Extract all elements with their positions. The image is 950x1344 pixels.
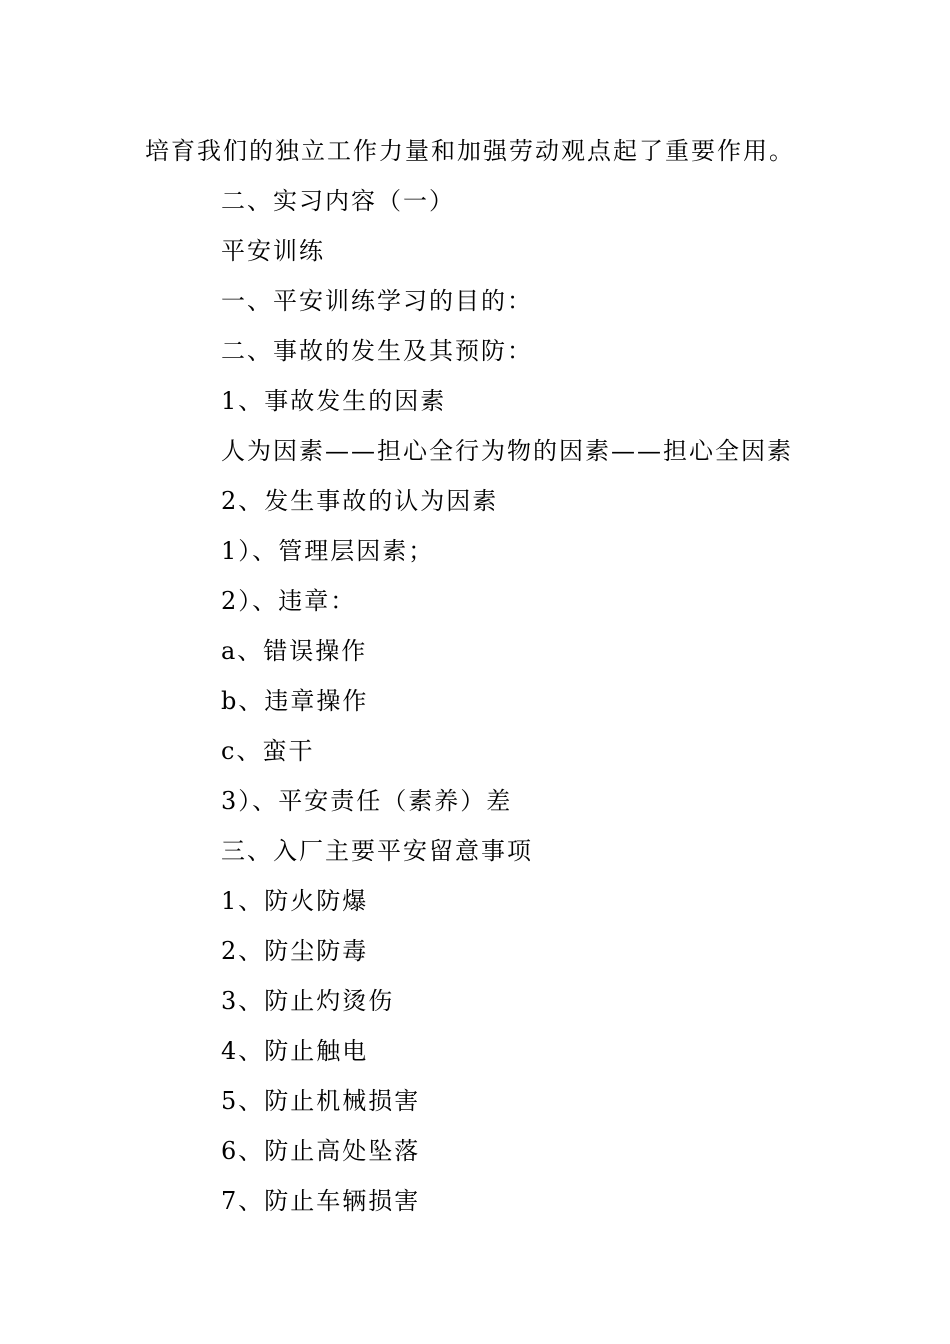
list-item-violations: 2）、违章： (221, 587, 357, 615)
list-item-human-factors: 2、发生事故的认为因素 (221, 487, 499, 515)
list-item-reckless-work: c、蛮干 (221, 737, 315, 765)
list-item-wrong-operation: a、错误操作 (221, 637, 368, 665)
section-heading-internship-content: 二、实习内容（一） (221, 187, 455, 215)
list-item-management-factors: 1）、管理层因素； (221, 537, 435, 565)
text-factor-types: 人为因素——担心全行为物的因素——担心全因素 (221, 437, 793, 465)
heading-accident-prevention: 二、事故的发生及其预防： (221, 337, 533, 365)
heading-training-purpose: 一、平安训练学习的目的： (221, 287, 533, 315)
list-item-violating-operation: b、违章操作 (221, 687, 369, 715)
list-item-safety-responsibility: 3）、平安责任（素养）差 (221, 787, 513, 815)
list-item-vehicle-injury: 7、防止车辆损害 (221, 1187, 421, 1215)
subheading-safety-training: 平安训练 (221, 237, 325, 265)
list-item-electric-shock: 4、防止触电 (221, 1037, 369, 1065)
list-item-dust-poison: 2、防尘防毒 (221, 937, 369, 965)
list-item-fire-explosion: 1、防火防爆 (221, 887, 369, 915)
list-item-accident-factors: 1、事故发生的因素 (221, 387, 447, 415)
list-item-burns: 3、防止灼烫伤 (221, 987, 395, 1015)
list-item-mechanical-injury: 5、防止机械损害 (221, 1087, 421, 1115)
list-item-falling: 6、防止高处坠落 (221, 1137, 421, 1165)
paragraph-continuation: 培育我们的独立工作力量和加强劳动观点起了重要作用。 (145, 137, 795, 165)
heading-factory-safety-notes: 三、入厂主要平安留意事项 (221, 837, 533, 865)
